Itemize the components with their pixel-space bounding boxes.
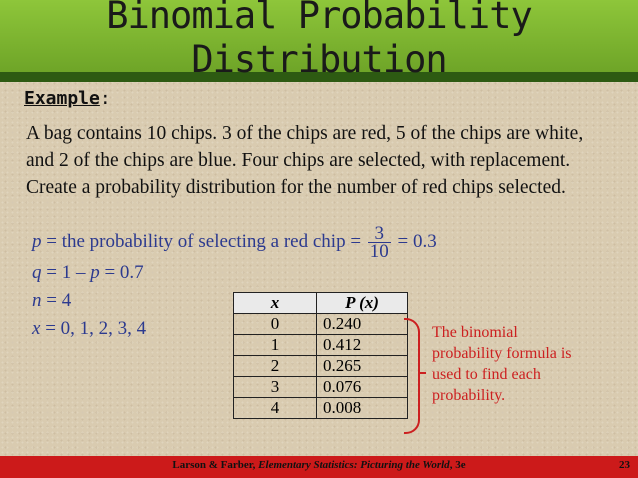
p-numerator: 3 — [368, 225, 391, 243]
table-cell-x: 4 — [234, 398, 317, 419]
table-cell-p: 0.265 — [317, 356, 408, 377]
formula-note: The binomial probability formula is used to find each probability. — [432, 324, 572, 404]
n-text: = 4 — [41, 290, 72, 311]
table-row — [234, 314, 408, 335]
bracket-right — [404, 318, 420, 434]
slide-title — [0, 0, 638, 82]
table-row — [234, 356, 408, 377]
slide-title-line1: Binomial Probability — [106, 0, 532, 37]
table-header-x: x — [234, 293, 317, 314]
p-fraction — [368, 225, 391, 260]
example-label-text: Example — [24, 88, 100, 109]
p-variable: p — [32, 230, 42, 252]
table-row — [234, 335, 408, 356]
table-row — [234, 398, 408, 419]
footer-authors: Larson & Farber, — [172, 459, 259, 471]
footer-citation — [0, 459, 638, 471]
example-colon: : — [99, 88, 111, 109]
p-definition — [32, 225, 437, 260]
x-variable: x — [32, 318, 41, 339]
n-variable: n — [32, 290, 42, 311]
table-cell-x: 1 — [234, 335, 317, 356]
table-cell-p: 0.008 — [317, 398, 408, 419]
slide-title-line2: Distribution — [191, 38, 447, 81]
table-cell-p: 0.412 — [317, 335, 408, 356]
table-cell-x: 2 — [234, 356, 317, 377]
q-definition — [32, 262, 144, 284]
bracket-tip — [418, 372, 426, 374]
p-result: = 0.3 — [392, 230, 437, 252]
footer-book-title: Elementary Statistics: Picturing the World — [258, 459, 450, 471]
q-variable: q — [32, 262, 42, 283]
x-text: = 0, 1, 2, 3, 4 — [40, 318, 147, 339]
table-cell-p: 0.240 — [317, 314, 408, 335]
problem-statement: A bag contains 10 chips. 3 of the chips are red, 5 of the chips are white, and 2 of the chips are blue. Four chips are selected, with replacement. Create a probability distribution for the number of red chips selected. — [26, 123, 584, 198]
table-header-row — [234, 293, 408, 314]
page-number: 23 — [619, 459, 630, 471]
table-cell-p: 0.076 — [317, 377, 408, 398]
table-cell-x: 0 — [234, 314, 317, 335]
probability-distribution-table — [233, 292, 408, 419]
q-text-1: = 1 – — [41, 262, 91, 283]
table-cell-x: 3 — [234, 377, 317, 398]
p-denominator: 10 — [369, 241, 389, 262]
example-label — [24, 88, 111, 109]
table-body — [234, 314, 408, 419]
footer-edition: , 3e — [449, 459, 466, 471]
n-definition — [32, 290, 71, 312]
table-row — [234, 377, 408, 398]
q-text-2: = 0.7 — [99, 262, 144, 283]
footer-bar — [0, 456, 638, 478]
table-header-p: P (x) — [317, 293, 408, 314]
q-p-variable: p — [90, 262, 100, 283]
p-text: = the probability of selecting a red chip = — [41, 230, 366, 252]
x-definition — [32, 318, 146, 340]
